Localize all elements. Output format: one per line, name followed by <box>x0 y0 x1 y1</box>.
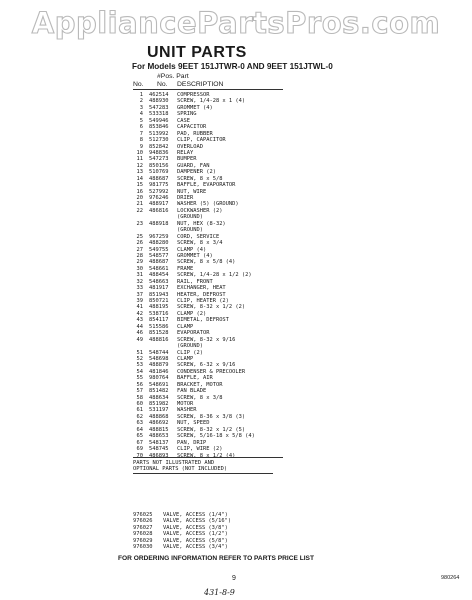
part-position: 63 <box>136 420 143 427</box>
part-number: 548691 <box>149 381 169 388</box>
part-number: 488930 <box>149 98 169 105</box>
part-number: 548698 <box>149 355 169 362</box>
part-number: 981775 <box>149 182 169 189</box>
part-description: GROMMET (4) <box>177 252 213 259</box>
part-position: 9 <box>139 143 143 150</box>
part-number: 533318 <box>149 111 169 118</box>
part-position: 62 <box>136 413 143 420</box>
part-position: 39 <box>136 298 143 304</box>
col-no-header: No. <box>133 81 144 88</box>
part-number: 512730 <box>149 137 169 144</box>
part-position: 23 <box>136 220 143 227</box>
part-description: FAN BLADE <box>177 388 207 395</box>
part-number: 976026 <box>133 518 153 525</box>
part-position: 6 <box>139 124 143 131</box>
part-number: 488918 <box>149 220 169 227</box>
part-description: BRACKET, MOTOR <box>177 381 223 388</box>
part-description: RELAY <box>177 149 194 156</box>
document-code: 980264 <box>441 575 460 581</box>
notes-line-1: PARTS NOT ILLUSTRATED AND <box>133 460 215 466</box>
part-number: 488687 <box>149 259 169 266</box>
part-position: 1 <box>139 92 143 98</box>
part-position: 37 <box>136 291 143 298</box>
part-description: CORD, SERVICE <box>177 233 220 240</box>
model-subtitle: For Models 9EET 151JTWR-0 AND 9EET 151JTWL-0 <box>132 62 333 71</box>
part-position: 22 <box>136 207 143 214</box>
part-description: CLAMP (2) <box>177 310 207 317</box>
part-position: 32 <box>136 278 143 285</box>
part-number: 853846 <box>149 124 169 131</box>
part-position: 41 <box>136 304 143 311</box>
part-position: 44 <box>136 323 143 330</box>
part-position: 5 <box>139 117 143 124</box>
part-description: GUARD, FAN <box>177 162 210 169</box>
part-description: NUT, HEX (8-32) <box>177 220 226 227</box>
part-number: 850721 <box>149 298 169 304</box>
part-position: 51 <box>136 349 143 356</box>
part-position: 53 <box>136 362 143 369</box>
part-number: 488634 <box>149 394 169 401</box>
part-position: 60 <box>136 401 143 407</box>
part-description: CLAMP <box>177 323 194 330</box>
part-number: 531197 <box>149 407 169 414</box>
part-description: SCREW, 8 x 5/8 <box>177 175 223 182</box>
part-description: FRAME <box>177 265 194 272</box>
part-position: 7 <box>139 130 143 137</box>
part-description: WASHER <box>177 407 197 414</box>
part-description: LOCKWASHER (2) <box>177 207 223 214</box>
part-number: 548663 <box>149 278 169 285</box>
part-number: 488815 <box>149 426 169 433</box>
part-description: OVERLOAD <box>177 143 203 150</box>
part-description: BAFFLE, EVAPORATOR <box>177 182 236 189</box>
part-number: 851943 <box>149 291 169 298</box>
part-description: CASE <box>177 117 190 124</box>
part-description: VALVE, ACCESS (5/16") <box>163 518 232 525</box>
part-number: 976030 <box>133 544 153 551</box>
part-number: 513992 <box>149 130 169 137</box>
part-number: 851528 <box>149 330 169 337</box>
part-number: 852842 <box>149 143 169 150</box>
part-position: 29 <box>136 259 143 266</box>
part-number: 486893 <box>149 452 169 459</box>
part-description: CAPACITOR <box>177 124 207 131</box>
part-number: 980764 <box>149 375 169 382</box>
part-position: 8 <box>139 137 143 144</box>
part-number: 548745 <box>149 446 169 453</box>
part-description: VALVE, ACCESS (3/8") <box>163 524 228 531</box>
part-number: 976028 <box>133 531 153 538</box>
part-description: VALVE, ACCESS (3/4") <box>163 544 228 551</box>
watermark: AppliancePartsPros.com <box>31 6 441 40</box>
part-description: VALVE, ACCESS (1/2") <box>163 531 228 538</box>
part-position: 12 <box>136 162 143 169</box>
part-description: EVAPORATOR <box>177 330 210 337</box>
part-position: 67 <box>136 439 143 446</box>
notes-rule-bottom <box>133 473 273 474</box>
part-description: SCREW, 1/4-28 x 1 (4) <box>177 98 246 105</box>
part-description: SCREW, 8 x 5/8 (4) <box>177 259 236 266</box>
part-position: 13 <box>136 169 143 176</box>
part-number: 548744 <box>149 349 169 356</box>
part-number: 976029 <box>133 537 153 544</box>
part-position: 49 <box>136 336 143 343</box>
part-position: 55 <box>136 375 143 382</box>
part-position: 54 <box>136 368 143 375</box>
part-number: 851482 <box>149 388 169 395</box>
part-number: 976025 <box>133 512 153 518</box>
part-description: VALVE, ACCESS (5/8") <box>163 537 228 544</box>
part-description: CLIP, CAPACITOR <box>177 137 226 144</box>
part-description: SPRING <box>177 111 197 118</box>
part-number: 488879 <box>149 362 169 369</box>
page-number: 9 <box>232 575 236 582</box>
part-position: 52 <box>136 355 143 362</box>
part-description: NUT, WIRE <box>177 188 207 195</box>
part-description: SCREW, 8 x 3/4 <box>177 240 223 247</box>
header-rule <box>133 89 283 90</box>
part-number: 488454 <box>149 272 169 279</box>
part-position: 2 <box>139 98 143 105</box>
part-position: 14 <box>136 175 143 182</box>
part-description: COMPRESSOR <box>177 92 210 98</box>
part-number: 967259 <box>149 233 169 240</box>
part-position: 31 <box>136 272 143 279</box>
part-position: 26 <box>136 240 143 247</box>
part-description: SCREW, 8-32 x 1/2 (2) <box>177 304 246 311</box>
part-number: 481917 <box>149 285 169 292</box>
part-number: 547273 <box>149 156 169 163</box>
part-position: 28 <box>136 252 143 259</box>
part-description: BAFFLE, AIR <box>177 375 213 382</box>
part-position: 42 <box>136 310 143 317</box>
part-description: PAN, DRIP <box>177 439 207 446</box>
part-description: RAIL, FRONT <box>177 278 213 285</box>
part-description: BIMETAL, DEFROST <box>177 317 229 324</box>
part-number: 976246 <box>149 195 169 201</box>
part-description: CLAMP (4) <box>177 246 207 253</box>
part-number: 515586 <box>149 323 169 330</box>
part-number: 851982 <box>149 401 169 407</box>
part-position: 27 <box>136 246 143 253</box>
part-position: 15 <box>136 182 143 189</box>
part-description: SCREW, 8-36 x 3/8 (3) <box>177 413 246 420</box>
part-description: HEATER, DEFROST <box>177 291 226 298</box>
part-position: 3 <box>139 104 143 111</box>
part-description: CONDENSER & PRECOOLER <box>177 368 246 375</box>
part-description: DRIER <box>177 195 194 201</box>
notes-rule-top <box>133 457 283 458</box>
part-number: 850156 <box>149 162 169 169</box>
part-description: (GROUND) <box>177 227 203 234</box>
part-description: CLIP (2) <box>177 349 203 356</box>
part-description: SCREW, 5/16-18 x 5/8 (4) <box>177 433 255 440</box>
part-description: VALVE, ACCESS (1/4") <box>163 512 228 518</box>
part-number: 488195 <box>149 304 169 311</box>
part-number: 527992 <box>149 188 169 195</box>
part-description: SCREW, 8-32 x 1/2 (5) <box>177 426 246 433</box>
part-position: 11 <box>136 156 143 163</box>
part-position: 70 <box>136 452 143 459</box>
part-position: 30 <box>136 265 143 272</box>
part-description: (GROUND) <box>177 214 203 221</box>
part-number: 488653 <box>149 433 169 440</box>
part-number: 488868 <box>149 413 169 420</box>
part-position: 64 <box>136 426 143 433</box>
fig-pos-header: #Pos. Part <box>157 73 189 80</box>
part-position: 57 <box>136 388 143 395</box>
notes-line-2: OPTIONAL PARTS (NOT INCLUDED) <box>133 466 228 473</box>
part-description: SCREW, 8-32 x 9/16 <box>177 336 236 343</box>
part-description: EXCHANGER, HEAT <box>177 285 226 292</box>
part-number: 488687 <box>149 175 169 182</box>
part-number: 538716 <box>149 310 169 317</box>
part-number: 976027 <box>133 524 153 531</box>
part-description: MOTOR <box>177 401 194 407</box>
part-position: 33 <box>136 285 143 292</box>
part-description: GROMMET (4) <box>177 104 213 111</box>
part-position: 65 <box>136 433 143 440</box>
part-number: 548137 <box>149 439 169 446</box>
part-description: CLIP, WIRE (2) <box>177 446 223 453</box>
part-position: 10 <box>136 149 143 156</box>
part-number: 486692 <box>149 420 169 427</box>
part-number: 488280 <box>149 240 169 247</box>
part-number: 549755 <box>149 246 169 253</box>
part-description: NUT, SPEED <box>177 420 210 427</box>
part-number: 462514 <box>149 92 169 98</box>
part-number: 854117 <box>149 317 169 324</box>
part-position: 16 <box>136 188 143 195</box>
part-position: 61 <box>136 407 143 414</box>
part-position: 4 <box>139 111 143 118</box>
part-description: SCREW, 8 x 3/8 <box>177 394 223 401</box>
part-description: CLIP, HEATER (2) <box>177 298 229 304</box>
part-position: 58 <box>136 394 143 401</box>
part-position: 25 <box>136 233 143 240</box>
part-number: 548661 <box>149 265 169 272</box>
part-description: SCREW, 6-32 x 9/16 <box>177 362 236 369</box>
part-number: 481846 <box>149 368 169 375</box>
part-position: 56 <box>136 381 143 388</box>
part-description: PAD, RUBBER <box>177 130 213 137</box>
part-number: 486816 <box>149 207 169 214</box>
part-number: 547283 <box>149 104 169 111</box>
ordering-info: FOR ORDERING INFORMATION REFER TO PARTS PRICE LIST <box>118 555 314 562</box>
part-position: 20 <box>136 195 143 201</box>
part-number: 510769 <box>149 169 169 176</box>
page-title: UNIT PARTS <box>147 44 247 61</box>
part-description: CLAMP <box>177 355 194 362</box>
part-description: SCREW, 8 x 1/2 (4) <box>177 452 236 459</box>
part-number: 488917 <box>149 201 169 208</box>
part-description: WASHER (5) (GROUND) <box>177 201 239 208</box>
part-number: 549946 <box>149 117 169 124</box>
parts-list <box>133 92 333 459</box>
part-position: 69 <box>136 446 143 453</box>
part-description: DAMPENER (2) <box>177 169 216 176</box>
col-part-header: No. <box>157 81 168 88</box>
handwritten-note: 431-8-9 <box>204 588 235 597</box>
part-description: (GROUND) <box>177 343 203 350</box>
part-number: 548577 <box>149 252 169 259</box>
part-description: BUMPER <box>177 156 197 163</box>
part-description: SCREW, 1/4-28 x 1/2 (2) <box>177 272 252 279</box>
part-number: 488816 <box>149 336 169 343</box>
part-position: 43 <box>136 317 143 324</box>
part-number: 948836 <box>149 149 169 156</box>
col-desc-header: DESCRIPTION <box>177 81 224 88</box>
part-position: 21 <box>136 201 143 208</box>
part-position: 46 <box>136 330 143 337</box>
notes-block <box>133 460 227 473</box>
